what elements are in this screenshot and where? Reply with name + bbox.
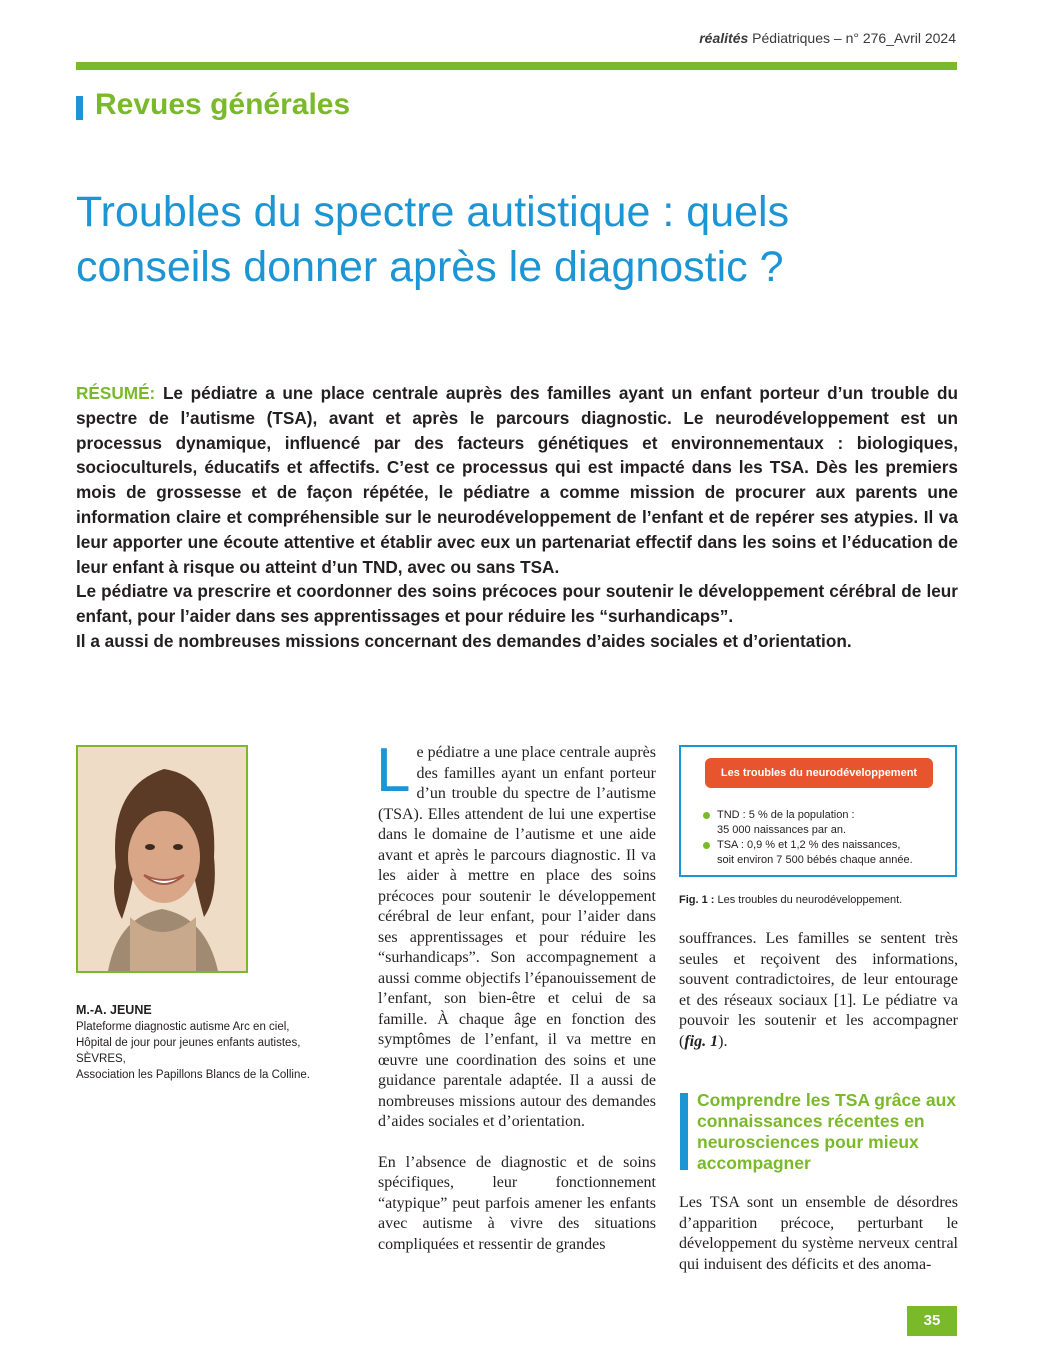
figure-reference-link[interactable]: fig. 1 xyxy=(684,1032,719,1050)
body-text-3-end: ). xyxy=(718,1032,728,1050)
section-title: Revues générales xyxy=(95,88,351,121)
author-name: M.-A. JEUNE xyxy=(76,1003,152,1017)
affiliation-line: SÈVRES, xyxy=(76,1053,126,1065)
figure-box-title: Les troubles du neurodéveloppement xyxy=(705,758,933,788)
affiliation-line: Association les Papillons Blancs de la Colline. xyxy=(76,1069,310,1081)
article-title-line-1: Troubles du spectre autistique : quels xyxy=(76,188,790,236)
abstract-paragraph-1 xyxy=(76,381,958,579)
body-paragraph-1 xyxy=(376,736,656,1133)
affiliation-line: Plateforme diagnostic autisme Arc en ciel, xyxy=(76,1021,290,1033)
body-paragraph-4: Les TSA sont un ensemble de désordres d’apparition précoce, perturbant le développement du système nerveux central qui induisent des déficits et des anoma- xyxy=(679,1194,958,1273)
abstract-paragraph-3: Il a aussi de nombreuses missions concernant des demandes d’aides sociales et d’orientation. xyxy=(76,630,852,651)
author-portrait-image xyxy=(78,747,246,971)
section-marker xyxy=(76,96,83,120)
body-text-3: souffrances. Les familles se sentent très seules et reçoivent des informations, souvent contradictoires, de leur entourage et des réseaux sociaux [1]. Le pédiatre va pouvoir les soutenir et les accompagner ( xyxy=(679,930,958,1050)
figure-list-item xyxy=(703,808,913,838)
body-column-right xyxy=(679,929,958,1052)
abstract-text-1: Le pédiatre a une place centrale auprès des familles ayant un enfant porteur d’un trouble du spectre de l’autisme (TSA), avant et après le parcours diagnostic. Le neurodéveloppement est un processus dynamique, influencé par des facteurs génétiques et environnementaux : biologiques, socioculturels, éducatifs et affectifs. C’est ce processus qui est impacté dans les TSA. Dès les premiers mois de grossesse et de façon répétée, le pédiatre a comme mission de procurer aux parents une information claire et compréhensible sur le neurodéveloppement de l’enfant et de repérer ses atypies. Il va leur apporter une écoute attentive et établir avec eux un partenariat effectif dans les soins et l’éducation de leur enfant à risque ou atteint d’un TND, avec ou sans TSA. xyxy=(76,383,958,577)
author-photo xyxy=(76,745,248,973)
author-affiliation xyxy=(76,1019,351,1083)
header-rule xyxy=(76,62,957,70)
article-title-line-2: conseils donner après le diagnostic ? xyxy=(76,243,784,291)
body-column-right-lower xyxy=(679,1193,958,1275)
affiliation-line: Hôpital de jour pour jeunes enfants autistes, xyxy=(76,1037,301,1049)
abstract-label: RÉSUMÉ: xyxy=(76,383,156,403)
body-paragraph-3 xyxy=(679,929,958,1052)
subheading: Comprendre les TSA grâce aux connaissances récentes en neurosciences pour mieux accompagner xyxy=(697,1090,957,1173)
figure-item-2-line-2: soit environ 7 500 bébés chaque année. xyxy=(717,854,913,866)
abstract xyxy=(76,381,958,654)
figure-item-2-line-1: TSA : 0,9 % et 1,2 % des naissances, xyxy=(717,839,901,851)
figure-box-list xyxy=(703,808,913,868)
figure-box xyxy=(679,745,957,877)
figure-list-item xyxy=(703,838,913,868)
subheading-marker xyxy=(680,1093,688,1170)
body-column-middle xyxy=(376,736,656,1255)
abstract-paragraph-2: Le pédiatre va prescrire et coordonner des soins précoces pour soutenir le développement cérébral de leur enfant, pour l’aider dans ses apprentissages et pour réduire les “surhandicaps”. xyxy=(76,581,958,627)
figure-caption-text: Les troubles du neurodéveloppement. xyxy=(717,894,903,906)
page-number: 35 xyxy=(907,1306,957,1336)
figure-item-1-line-1: TND : 5 % de la population : xyxy=(717,809,855,821)
journal-brand: réalités xyxy=(699,30,749,46)
article-title xyxy=(76,185,956,295)
figure-caption xyxy=(679,894,902,906)
drop-cap: L xyxy=(376,736,411,805)
body-paragraph-2: En l’absence de diagnostic et de soins spécifiques, leur fonctionnement “atypique” peut parfois amener les enfants avec autisme à vivre des situations compliquées et ressentir de grandes xyxy=(378,1153,656,1253)
journal-header xyxy=(699,30,956,46)
figure-item-1-line-2: 35 000 naissances par an. xyxy=(717,824,847,836)
body-text-1: e pédiatre a une place centrale auprès des familles ayant un enfant porteur d’un trouble du spectre de l’autisme (TSA). Elles attendent de lui une expertise dans le domaine de l’autisme et une aide avant et après le parcours diagnostic. Il va les aider à mettre en place des soins précoces pour soutenir le développement cérébral de leur enfant, pour l’aider dans ses apprentissages et pour réduire les “surhandicaps”. Son accompagnement a aussi comme objectifs l’épanouissement de l’enfant, son bien-être et celui de sa famille. À chaque âge en fonction des symptômes de l’enfant, il va mettre en œuvre une coordination des soins et une guidance parentale adaptée. Il a aussi de nombreuses missions autour des demandes d’aides sociales et d’orientation. xyxy=(378,744,656,1130)
figure-caption-label: Fig. 1 : xyxy=(679,894,715,906)
journal-issue: Pédiatriques – n° 276_Avril 2024 xyxy=(752,30,956,46)
